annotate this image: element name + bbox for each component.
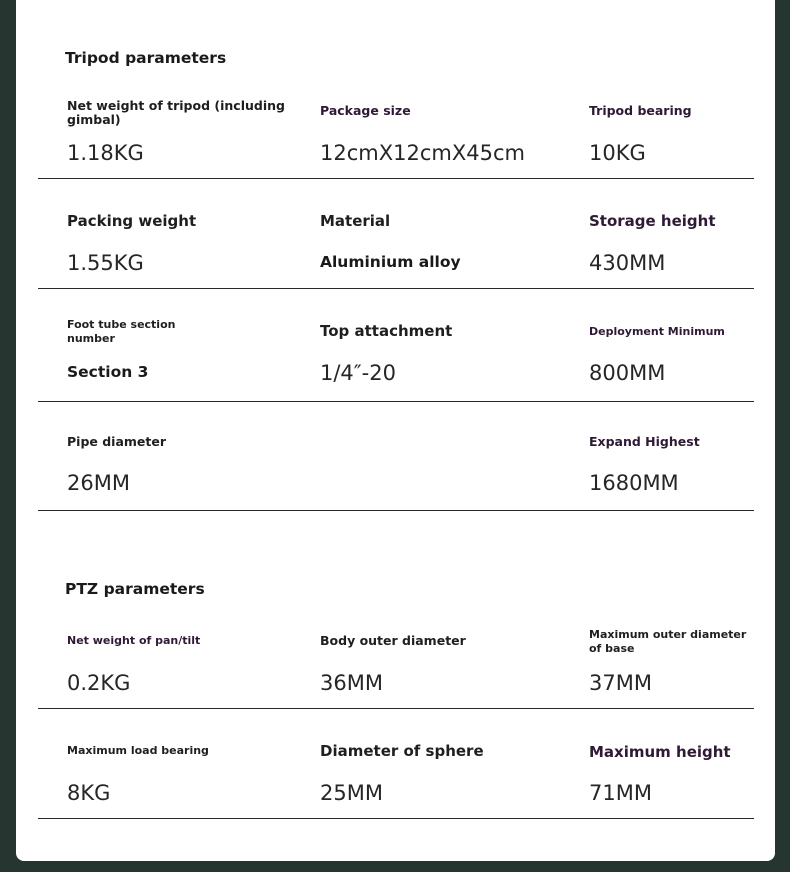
tripod-row-4 — [38, 401, 754, 511]
tripod-row-2 — [38, 178, 754, 289]
max-load-bearing-label: Maximum load bearing — [67, 744, 209, 757]
tripod-row-1 — [38, 90, 754, 179]
max-height-label: Maximum height — [589, 743, 731, 761]
max-load-bearing-value: 8KG — [67, 781, 111, 805]
foot-tube-value: Section 3 — [67, 363, 149, 381]
top-attachment-value: 1/4″-20 — [320, 361, 396, 385]
ptz-row-1 — [38, 620, 754, 709]
storage-height-value: 430MM — [589, 251, 666, 275]
package-size-label: Package size — [320, 103, 411, 118]
package-size-value: 12cmX12cmX45cm — [320, 141, 525, 165]
deployment-minimum-value: 800MM — [589, 361, 666, 385]
material-label: Material — [320, 212, 391, 230]
tripod-row-3 — [38, 288, 754, 402]
max-outer-diameter-label: Maximum outer diameter of base — [589, 628, 747, 655]
max-height-value: 71MM — [589, 781, 652, 805]
body-outer-diameter-label: Body outer diameter — [320, 633, 466, 648]
net-weight-tripod-value: 1.18KG — [67, 141, 144, 165]
foot-tube-label: Foot tube section number — [67, 318, 176, 345]
expand-highest-value: 1680MM — [589, 471, 679, 495]
net-weight-tripod-label: Net weight of tripod (including gimbal) — [67, 98, 285, 127]
top-attachment-label: Top attachment — [320, 322, 453, 340]
net-weight-pantilt-value: 0.2KG — [67, 671, 131, 695]
sphere-diameter-label: Diameter of sphere — [320, 742, 484, 760]
body-outer-diameter-value: 36MM — [320, 671, 383, 695]
sphere-diameter-value: 25MM — [320, 781, 383, 805]
tripod-bearing-value: 10KG — [589, 141, 646, 165]
expand-highest-label: Expand Highest — [589, 434, 700, 449]
tripod-bearing-label: Tripod bearing — [589, 103, 692, 118]
max-outer-diameter-value: 37MM — [589, 671, 652, 695]
ptz-row-2 — [38, 708, 754, 819]
storage-height-label: Storage height — [589, 212, 716, 230]
material-value: Aluminium alloy — [320, 253, 461, 271]
pipe-diameter-label: Pipe diameter — [67, 434, 167, 449]
packing-weight-label: Packing weight — [67, 212, 197, 230]
ptz-section-title: PTZ parameters — [65, 580, 205, 598]
tripod-section-title: Tripod parameters — [65, 49, 227, 67]
packing-weight-value: 1.55KG — [67, 251, 144, 275]
net-weight-pantilt-label: Net weight of pan/tilt — [67, 634, 201, 647]
pipe-diameter-value: 26MM — [67, 471, 130, 495]
deployment-minimum-label: Deployment Minimum — [589, 325, 725, 338]
